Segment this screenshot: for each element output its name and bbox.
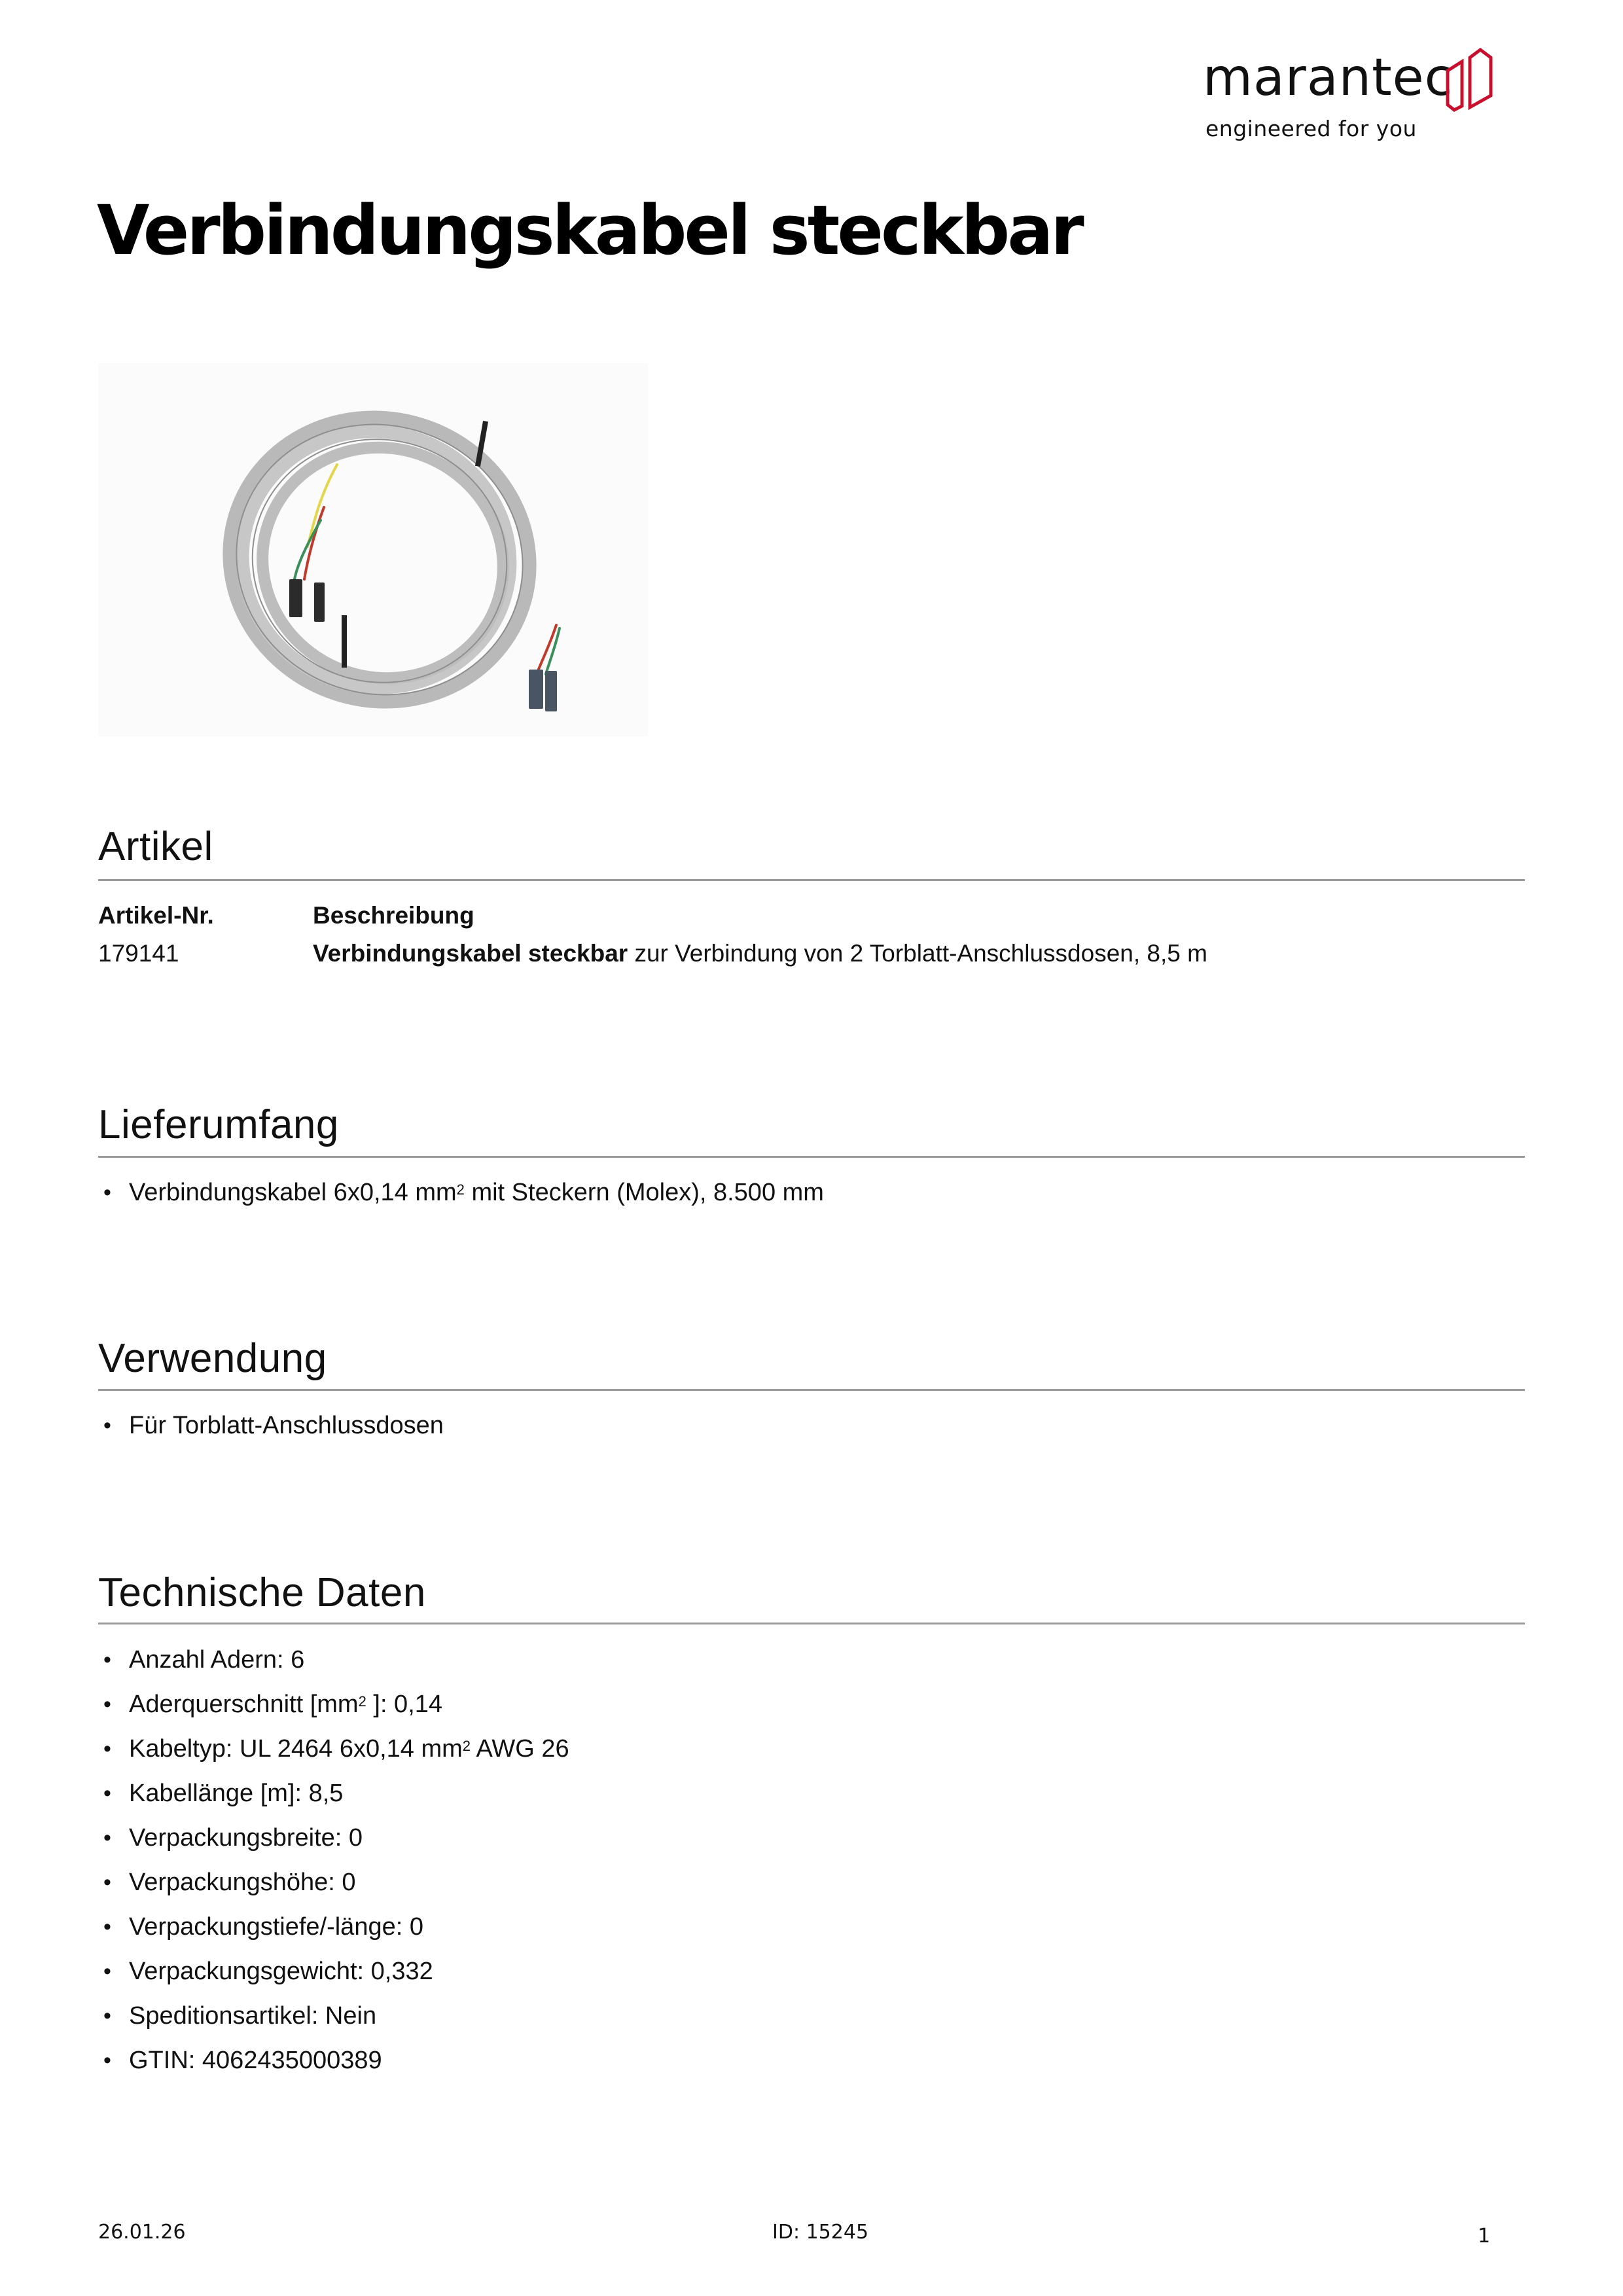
bullet-icon: • xyxy=(103,2003,111,2028)
list-item xyxy=(98,1682,569,1727)
item-text: GTIN: 4062435000389 xyxy=(129,2047,382,2074)
footer-date: 26.01.26 xyxy=(98,2221,186,2244)
list-item xyxy=(98,1727,569,1771)
item-text-suffix: ]: 0,14 xyxy=(366,1691,443,1718)
list-item xyxy=(98,1994,569,2038)
superscript: 2 xyxy=(358,1693,366,1710)
section-divider xyxy=(98,879,1525,881)
bullet-icon: • xyxy=(103,1959,111,1984)
footer-page-number: 1 xyxy=(1478,2225,1491,2248)
item-text: Verpackungstiefe/-länge: 0 xyxy=(129,1913,423,1941)
list-item xyxy=(98,1638,569,1682)
section-heading-lieferumfang: Lieferumfang xyxy=(98,1102,339,1147)
item-text: Kabeltyp: UL 2464 6x0,14 mm xyxy=(129,1735,463,1763)
beschreibung-text: zur Verbindung von 2 Torblatt-Anschlussdosen, 8,5 m xyxy=(628,940,1207,967)
item-text: Verpackungsgewicht: 0,332 xyxy=(129,1958,433,1985)
section-heading-artikel: Artikel xyxy=(98,824,213,869)
bullet-icon: • xyxy=(103,1781,111,1806)
item-text: Verbindungskabel 6x0,14 mm xyxy=(129,1179,457,1206)
list-item xyxy=(98,1403,444,1448)
item-text-suffix: mit Steckern (Molex), 8.500 mm xyxy=(464,1179,824,1206)
superscript: 2 xyxy=(456,1181,465,1198)
bullet-icon: • xyxy=(103,1825,111,1850)
item-text-suffix: AWG 26 xyxy=(471,1735,569,1763)
list-item xyxy=(98,1949,569,1994)
list-item xyxy=(98,1905,569,1949)
footer-document-id: ID: 15245 xyxy=(772,2221,869,2244)
technische-daten-list xyxy=(98,1638,569,2083)
bullet-icon: • xyxy=(103,2048,111,2073)
bullet-icon: • xyxy=(103,1692,111,1717)
bullet-icon: • xyxy=(103,1870,111,1895)
item-text: Verpackungshöhe: 0 xyxy=(129,1869,356,1896)
lieferumfang-list xyxy=(98,1170,824,1215)
product-image xyxy=(98,363,648,736)
section-divider xyxy=(98,1623,1525,1624)
bullet-icon: • xyxy=(103,1180,111,1205)
list-item xyxy=(98,1771,569,1816)
column-header-artikel-nr: Artikel-Nr. xyxy=(98,902,214,929)
bullet-icon: • xyxy=(103,1914,111,1939)
list-item xyxy=(98,1816,569,1860)
section-divider xyxy=(98,1389,1525,1391)
section-divider xyxy=(98,1156,1525,1158)
item-text: Anzahl Adern: 6 xyxy=(129,1646,305,1674)
verwendung-list xyxy=(98,1403,444,1448)
section-heading-verwendung: Verwendung xyxy=(98,1336,327,1381)
brand-tagline: engineered for you xyxy=(1205,116,1417,141)
list-item xyxy=(98,2038,569,2083)
brand-logo xyxy=(1203,41,1504,152)
marantec-door-logo-icon xyxy=(1445,45,1495,113)
item-text: Kabellänge [m]: 8,5 xyxy=(129,1780,344,1807)
artikel-nr-cell: 179141 xyxy=(98,940,179,967)
item-text: Für Torblatt-Anschlussdosen xyxy=(129,1412,444,1439)
cable-illustration xyxy=(98,363,648,736)
bullet-icon: • xyxy=(103,1736,111,1761)
item-text: Verpackungsbreite: 0 xyxy=(129,1824,363,1852)
section-heading-technische-daten: Technische Daten xyxy=(98,1570,426,1615)
beschreibung-cell xyxy=(313,941,1207,965)
bullet-icon: • xyxy=(103,1413,111,1438)
beschreibung-product-name: Verbindungskabel steckbar xyxy=(313,940,628,967)
brand-name: marantec xyxy=(1203,48,1454,107)
superscript: 2 xyxy=(462,1738,471,1754)
bullet-icon: • xyxy=(103,1647,111,1672)
list-item xyxy=(98,1860,569,1905)
item-text: Speditionsartikel: Nein xyxy=(129,2002,377,2030)
item-text: Aderquerschnitt [mm xyxy=(129,1691,359,1718)
page-title: Verbindungskabel steckbar xyxy=(97,190,1082,270)
column-header-beschreibung: Beschreibung xyxy=(313,902,474,929)
list-item xyxy=(98,1170,824,1215)
